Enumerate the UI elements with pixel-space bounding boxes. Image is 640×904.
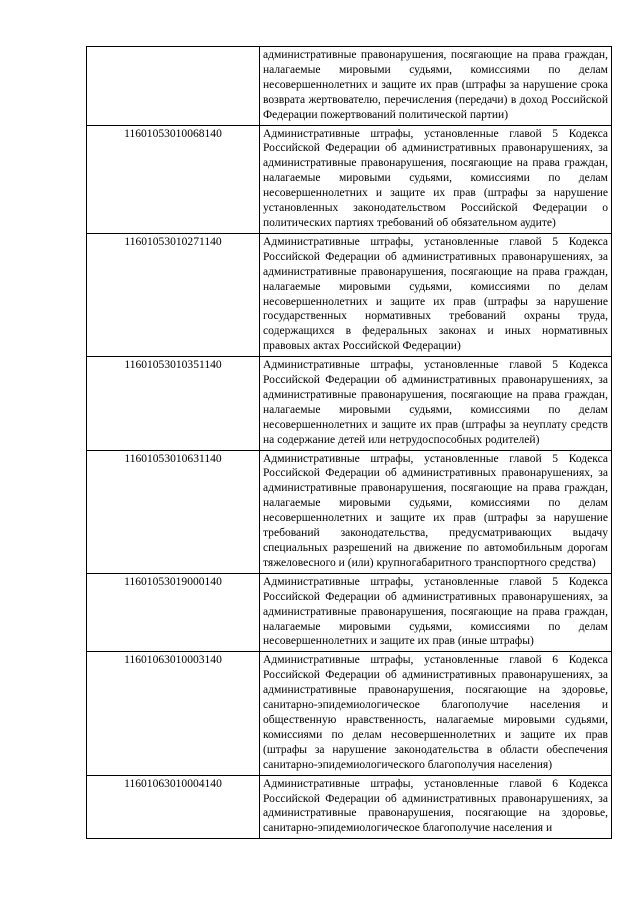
description-cell: Административные штрафы, установленные главой 6 Кодекса Российской Федерации об административных правонарушениях, за административные правонарушения, посягающие на здоровье, санитарно-эпидемиологическое благополучие населения и общественную нравственность, налагаемые мировыми судьями, комиссиями по делам несовершеннолетних и защите их прав (штрафы за нарушение законодательства в области обеспечения санитарно-эпидемиологического благополучия населения)	[260, 652, 612, 775]
table-row	[87, 573, 612, 652]
code-cell	[87, 47, 260, 126]
table-row	[87, 47, 612, 126]
description-cell: Административные штрафы, установленные главой 5 Кодекса Российской Федерации об административных правонарушениях, за административные правонарушения, посягающие на права граждан, налагаемые мировыми судьями, комиссиями по делам несовершеннолетних и защите их прав (штрафы за неуплату средств на содержание детей или нетрудоспособных родителей)	[260, 357, 612, 450]
description-cell: Административные штрафы, установленные главой 5 Кодекса Российской Федерации об административных правонарушениях, за административные правонарушения, посягающие на права граждан, налагаемые мировыми судьями, комиссиями по делам несовершеннолетних и защите их прав (штрафы за нарушение установленных законодательством Российской Федерации о политических партиях требований об обязательном аудите)	[260, 125, 612, 233]
description-cell: Административные штрафы, установленные главой 5 Кодекса Российской Федерации об административных правонарушениях, за административные правонарушения, посягающие на права граждан, налагаемые мировыми судьями, комиссиями по делам несовершеннолетних и защите их прав (иные штрафы)	[260, 573, 612, 652]
budget-codes-table	[86, 46, 612, 839]
table-row	[87, 775, 612, 839]
table-row	[87, 125, 612, 233]
description-cell: Административные штрафы, установленные главой 5 Кодекса Российской Федерации об административных правонарушениях, за административные правонарушения, посягающие на права граждан, налагаемые мировыми судьями, комиссиями по делам несовершеннолетних и защите их прав (штрафы за нарушение государственных нормативных требований охраны труда, содержащихся в федеральных законах и иных нормативных правовых актах Российской Федерации)	[260, 233, 612, 356]
code-cell: 11601053010068140	[87, 125, 260, 233]
description-cell: Административные штрафы, установленные главой 5 Кодекса Российской Федерации об административных правонарушениях, за административные правонарушения, посягающие на права граждан, налагаемые мировыми судьями, комиссиями по делам несовершеннолетних и защите их прав (штрафы за нарушение требований законодательства, предусматривающих выдачу специальных разрешений на движение по автомобильным дорогам тяжеловесного и (или) крупногабаритного транспортного средства)	[260, 450, 612, 573]
description-cell: Административные штрафы, установленные главой 6 Кодекса Российской Федерации об административных правонарушениях, за административные правонарушения, посягающие на здоровье, санитарно-эпидемиологическое благополучие населения и	[260, 775, 612, 839]
code-cell: 11601053019000140	[87, 573, 260, 652]
code-cell: 11601063010003140	[87, 652, 260, 775]
table-row	[87, 652, 612, 775]
table-row	[87, 450, 612, 573]
code-cell: 11601053010271140	[87, 233, 260, 356]
code-cell: 11601063010004140	[87, 775, 260, 839]
table-row	[87, 357, 612, 450]
code-cell: 11601053010351140	[87, 357, 260, 450]
code-cell: 11601053010631140	[87, 450, 260, 573]
description-cell: административные правонарушения, посягающие на права граждан, налагаемые мировыми судьями, комиссиями по делам несовершеннолетних и защите их прав (штрафы за нарушение срока возврата жертвователю, перечисления (передачи) в доход Российской Федерации пожертвований политической партии)	[260, 47, 612, 126]
table-row	[87, 233, 612, 356]
